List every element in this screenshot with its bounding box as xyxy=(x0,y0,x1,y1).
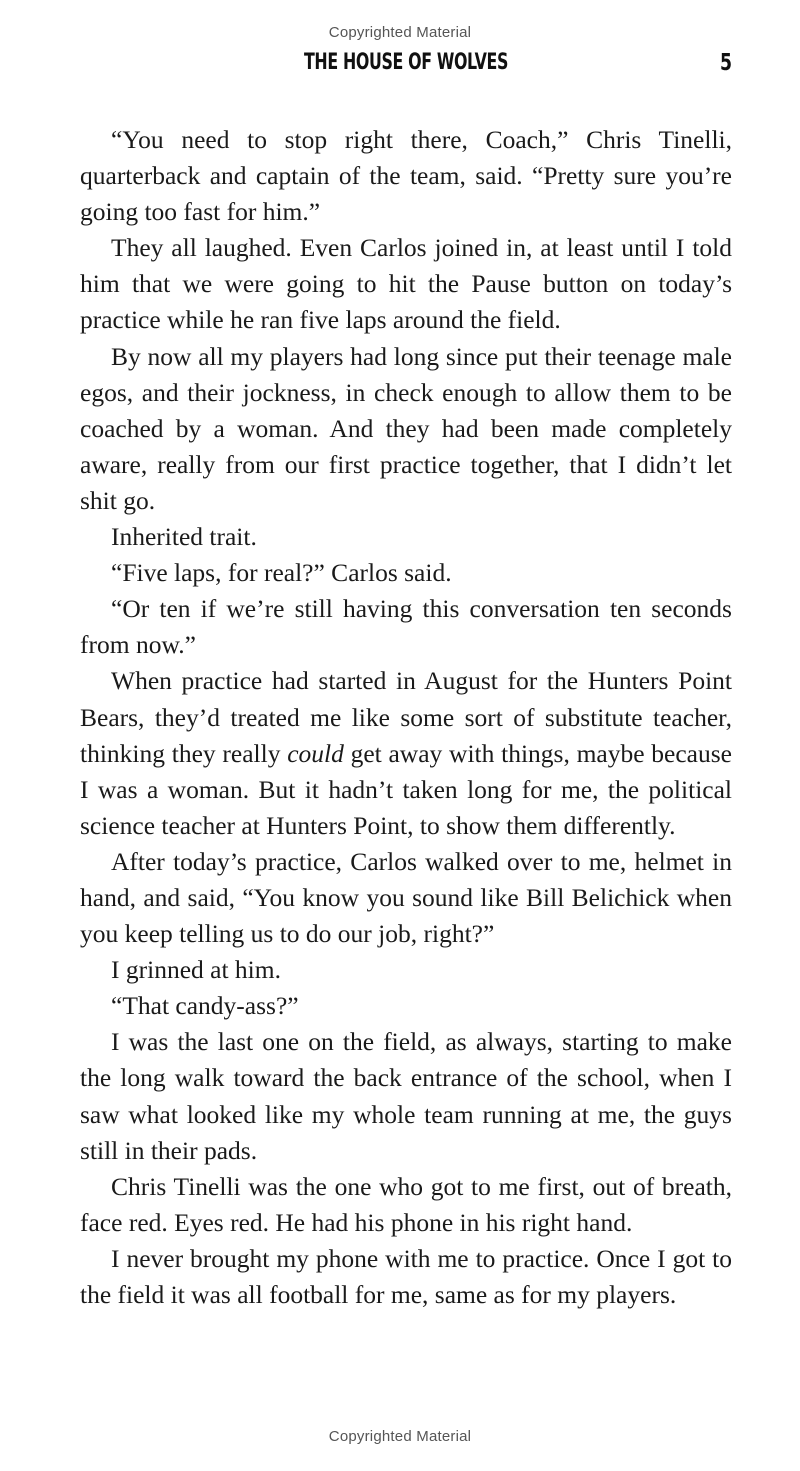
body-text xyxy=(80,122,732,1313)
paragraph: “You need to stop right there, Coach,” Chris Tinelli, quarterback and captain of the team, said. “Pretty sure you’re going too fast for him.” xyxy=(80,125,732,227)
paragraph: Inherited trait. xyxy=(111,522,257,552)
paragraph: By now all my players had long since put their teenage male egos, and their jockness, in check enough to allow them to be coached by a woman. And they had been made completely aware, really from our first practice together, that I didn’t let shit go. xyxy=(80,341,732,515)
paragraph: “That candy-ass?” xyxy=(111,991,299,1021)
paragraph-text: When practice had started in August for the Hunters Point Bears, they’d treated me like some sort of substitute teacher, thinking they really xyxy=(80,666,732,768)
emphasized-word: could xyxy=(287,738,344,768)
paragraph: They all laughed. Even Carlos joined in, at least until I told him that we were going to hit the Pause button on today’s practice while he ran five laps around the field. xyxy=(80,233,732,335)
paragraph: I grinned at him. xyxy=(111,955,281,985)
paragraph: “Five laps, for real?” Carlos said. xyxy=(111,558,452,588)
paragraph: I was the last one on the field, as always, starting to make the long walk toward the back entrance of the school, when I saw what looked like my whole team running at me, the guys still in their pads. xyxy=(80,1027,732,1165)
running-header xyxy=(80,50,732,84)
copyright-watermark-top: Copyrighted Material xyxy=(328,24,472,41)
book-title: THE HOUSE OF WOLVES xyxy=(303,50,509,75)
paragraph xyxy=(80,663,732,843)
page-number: 5 xyxy=(719,50,732,76)
paragraph: I never brought my phone with me to practice. Once I got to the field it was all football for me, same as for my players. xyxy=(80,1243,732,1309)
copyright-watermark-bottom: Copyrighted Material xyxy=(328,1428,472,1445)
paragraph: “Or ten if we’re still having this conversation ten seconds from now.” xyxy=(80,594,732,660)
paragraph: Chris Tinelli was the one who got to me first, out of breath, face red. Eyes red. He had his phone in his right hand. xyxy=(80,1171,732,1237)
paragraph-text: get away with things, maybe because I was a woman. But it hadn’t taken long for me, the political science teacher at Hunters Point, to show them differently. xyxy=(80,738,732,840)
paragraph: After today’s practice, Carlos walked over to me, helmet in hand, and said, “You know you sound like Bill Belichick when you keep telling us to do our job, right?” xyxy=(80,846,732,949)
